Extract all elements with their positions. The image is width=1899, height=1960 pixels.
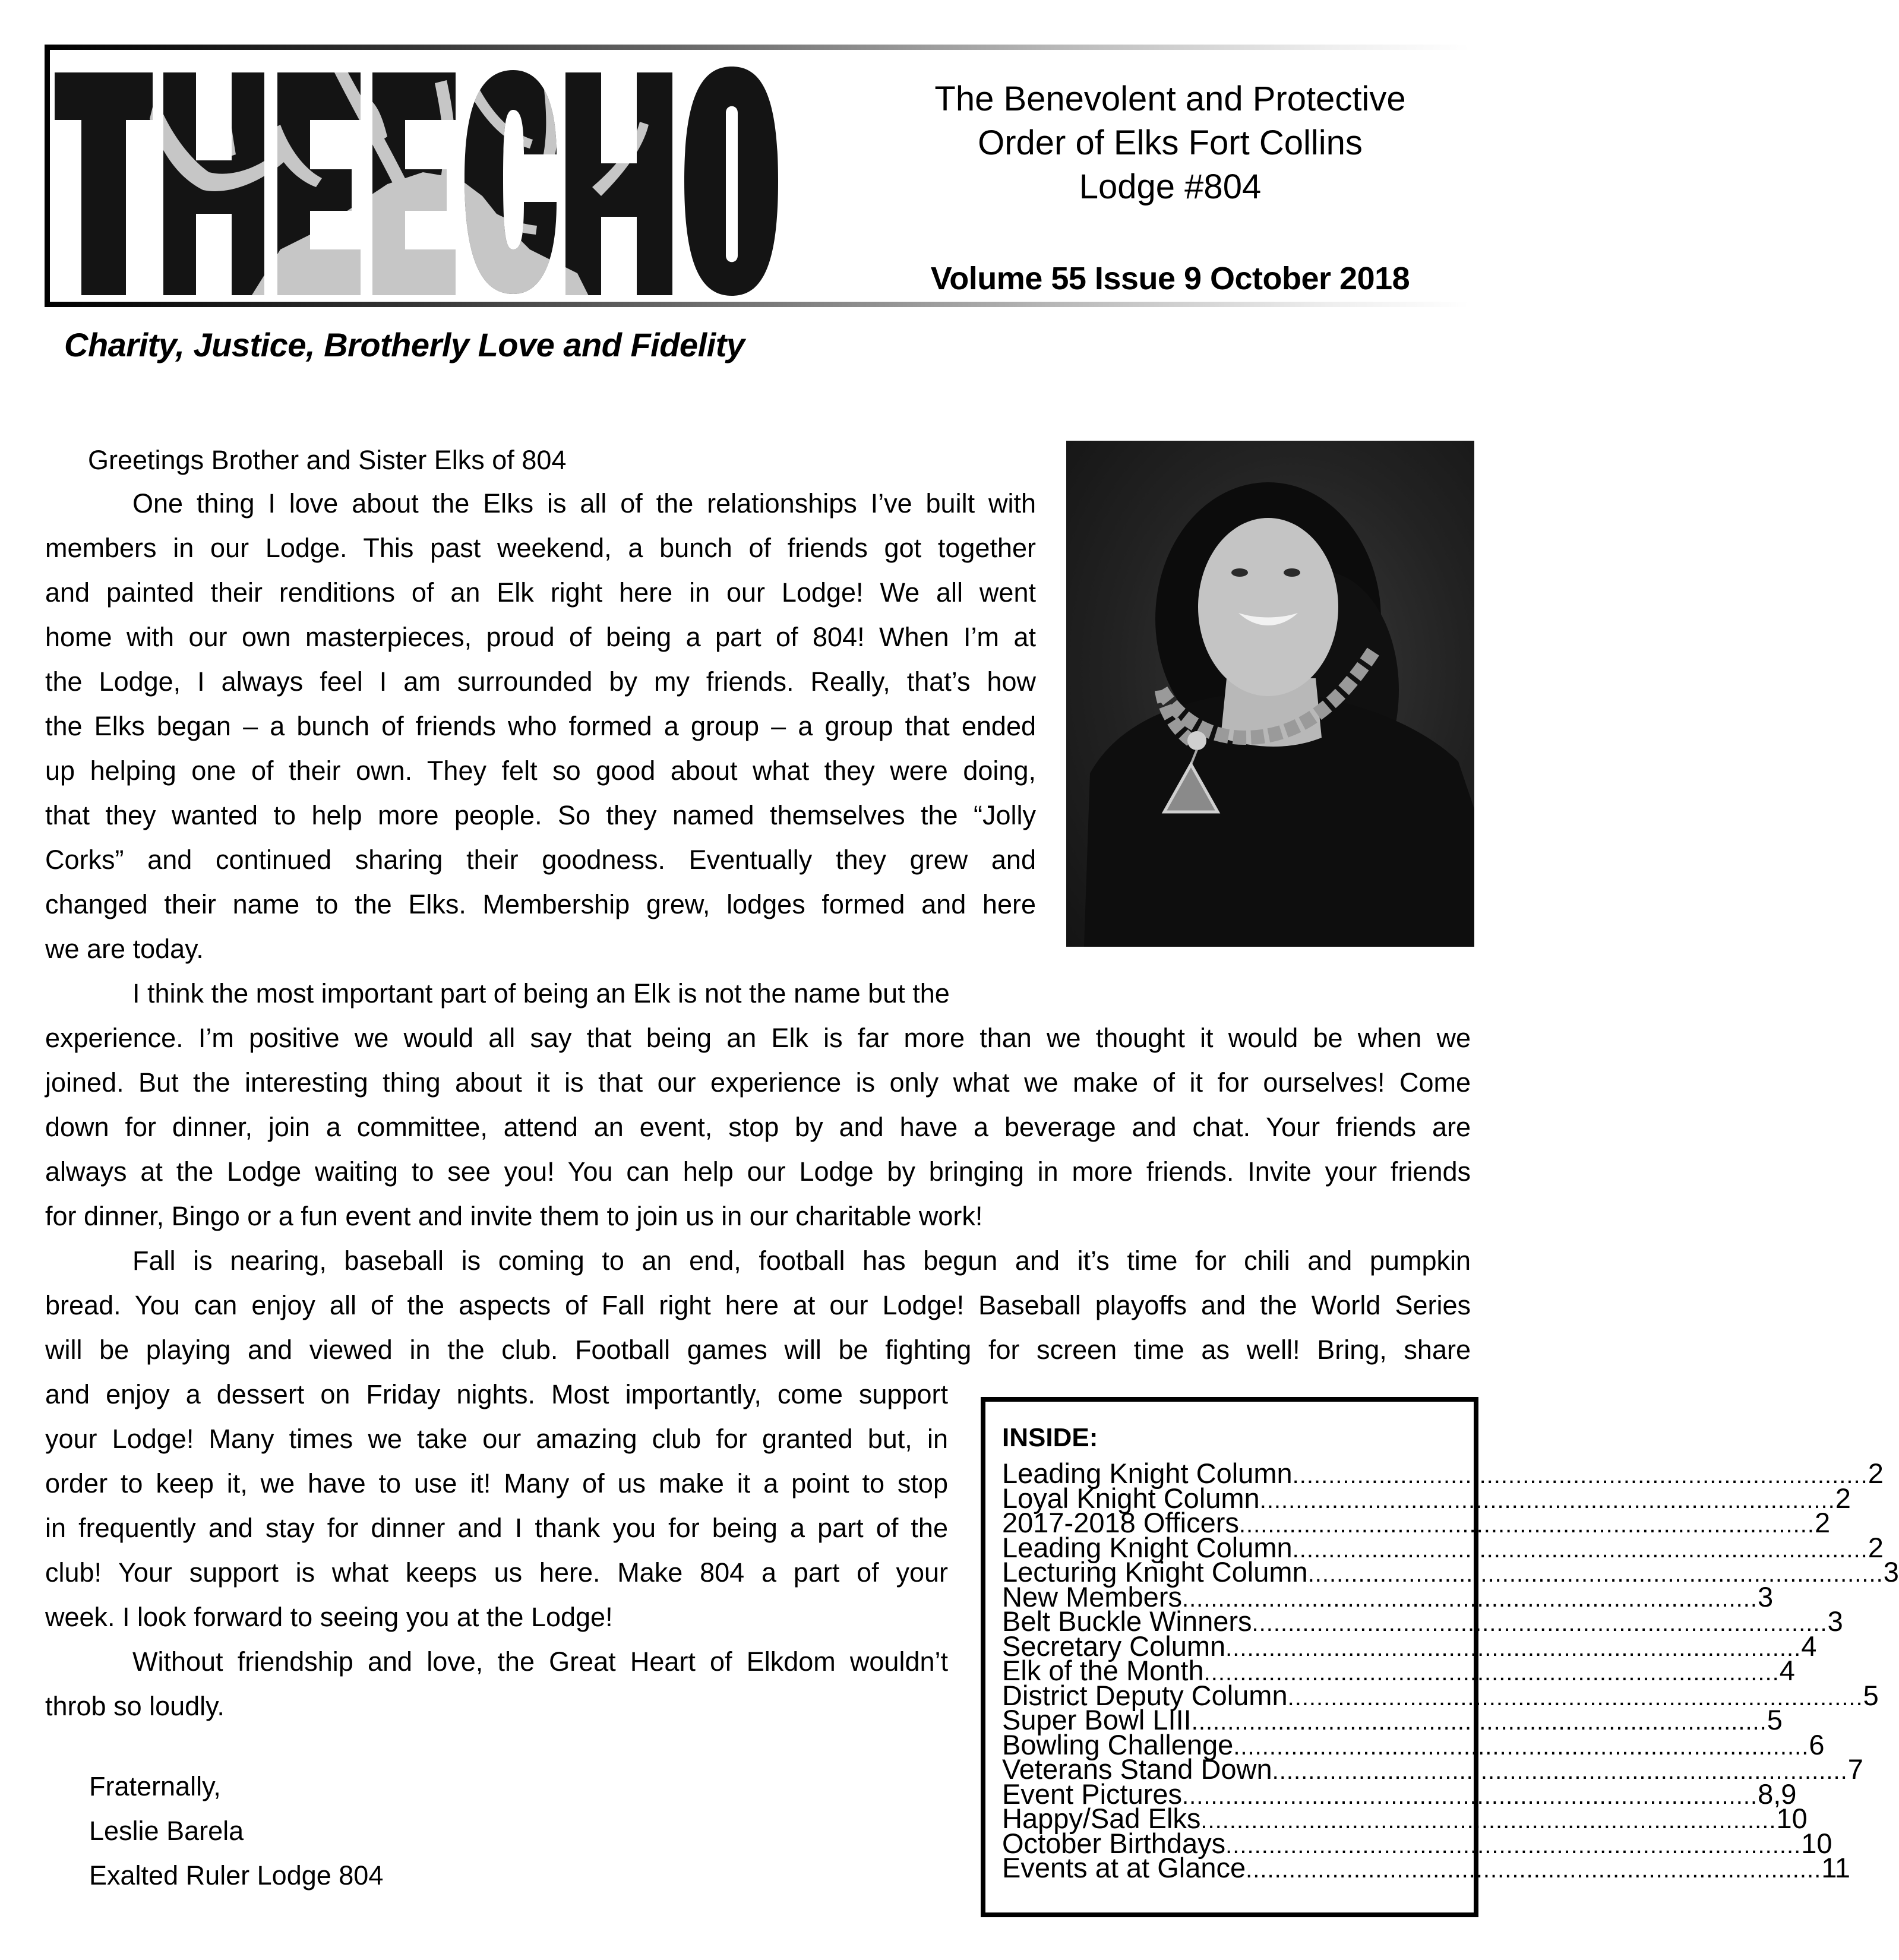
body-line: home with our own masterpieces, proud of being a part of 804! When I’m at bbox=[45, 622, 1036, 652]
toc-item-page: 4 bbox=[1779, 1655, 1795, 1686]
toc-leader-dots: ................................................................................ bbox=[1272, 1758, 1848, 1784]
toc-item-page: 10 bbox=[1776, 1803, 1808, 1834]
toc-item-page: 6 bbox=[1809, 1728, 1825, 1760]
toc-leader-dots: ................................................................................ bbox=[1191, 1709, 1767, 1735]
body-line: up helping one of their own. They felt so good about what they were doing, bbox=[45, 755, 1036, 786]
body-line: down for dinner, join a committee, attend an event, stop by and have a beverage and chat. Your friends are bbox=[45, 1112, 1471, 1142]
toc-item-label: Happy/Sad Elks bbox=[1002, 1803, 1201, 1834]
toc-item-label: Leading Knight Column bbox=[1002, 1458, 1293, 1489]
toc-leader-dots: ................................................................................ bbox=[1181, 1585, 1758, 1612]
signer-name: Leslie Barela bbox=[89, 1816, 244, 1846]
toc-leader-dots: ................................................................................ bbox=[1225, 1635, 1802, 1661]
body-line: members in our Lodge. This past weekend, a bunch of friends got together bbox=[45, 533, 1036, 563]
toc-item-label: Events at at Glance bbox=[1002, 1852, 1246, 1883]
toc-item-label: Lecturing Knight Column bbox=[1002, 1556, 1308, 1588]
body-line: always at the Lodge waiting to see you! You can help our Lodge by bringing in more friends. Invite your friends bbox=[45, 1156, 1471, 1187]
toc-leader-dots: ................................................................................ bbox=[1225, 1832, 1802, 1858]
toc-leader-dots: ................................................................................ bbox=[1252, 1610, 1828, 1636]
table-of-contents bbox=[1002, 1458, 1899, 1883]
org-line-1: The Benevolent and Protective bbox=[934, 80, 1406, 118]
body-line: One thing I love about the Elks is all of the relationships I’ve built with bbox=[132, 488, 1036, 519]
body-line: club! Your support is what keeps us here. Make 804 a part of your bbox=[45, 1557, 948, 1588]
the-echo-logo bbox=[55, 59, 854, 297]
toc-leader-dots: ................................................................................ bbox=[1246, 1857, 1822, 1883]
inside-contents-box bbox=[981, 1397, 1899, 1917]
toc-item-page: 5 bbox=[1863, 1679, 1879, 1711]
toc-item-page: 4 bbox=[1801, 1630, 1817, 1662]
issue-info: Volume 55 Issue 9 October 2018 bbox=[930, 261, 1410, 296]
masthead-border-top bbox=[45, 45, 1470, 50]
toc-item-label: Secretary Column bbox=[1002, 1630, 1226, 1662]
toc-item-page: 7 bbox=[1847, 1753, 1863, 1785]
body-line: for dinner, Bingo or a fun event and invite them to join us in our charitable work! bbox=[45, 1201, 983, 1231]
body-line: Corks” and continued sharing their goodness. Eventually they grew and bbox=[45, 845, 1036, 875]
body-line: we are today. bbox=[45, 934, 204, 964]
toc-item-label: District Deputy Column bbox=[1002, 1679, 1288, 1711]
body-line: will be playing and viewed in the club. Football games will be fighting for screen time as well! Bring, share bbox=[45, 1335, 1471, 1365]
toc-item-label: Loyal Knight Column bbox=[1002, 1482, 1260, 1514]
body-line: and enjoy a dessert on Friday nights. Most importantly, come support bbox=[45, 1379, 948, 1409]
org-line-2: Order of Elks Fort Collins bbox=[978, 124, 1363, 162]
toc-item-label: Elk of the Month bbox=[1002, 1655, 1204, 1686]
toc-item-page: 10 bbox=[1801, 1827, 1832, 1859]
toc-item-page: 8,9 bbox=[1758, 1778, 1797, 1810]
body-line: order to keep it, we have to use it! Many of us make it a point to stop bbox=[45, 1468, 948, 1499]
signer-title: Exalted Ruler Lodge 804 bbox=[89, 1860, 384, 1891]
org-line-3: Lodge #804 bbox=[1079, 167, 1262, 206]
body-line: and painted their renditions of an Elk right here in our Lodge! We all went bbox=[45, 577, 1036, 608]
toc-item-page: 2 bbox=[1814, 1507, 1831, 1538]
toc-item-page: 3 bbox=[1758, 1580, 1774, 1613]
toc-leader-dots: ................................................................................ bbox=[1292, 1462, 1868, 1488]
toc-item-label: Event Pictures bbox=[1002, 1778, 1183, 1810]
closing: Fraternally, bbox=[89, 1771, 221, 1801]
toc-item-label: Belt Buckle Winners bbox=[1002, 1605, 1252, 1637]
elk-antler-logo-icon bbox=[55, 59, 854, 297]
body-line: bread. You can enjoy all of the aspects of Fall right here at our Lodge! Baseball playoffs and the World Series bbox=[45, 1290, 1471, 1320]
masthead-border-bottom bbox=[45, 302, 1470, 307]
body-line: in frequently and stay for dinner and I thank you for being a part of the bbox=[45, 1513, 948, 1543]
toc-item-label: Bowling Challenge bbox=[1002, 1728, 1234, 1760]
body-line: week. I look forward to seeing you at the Lodge! bbox=[45, 1602, 613, 1632]
toc-leader-dots: ................................................................................ bbox=[1182, 1782, 1758, 1809]
toc-item-page: 2 bbox=[1868, 1458, 1884, 1489]
body-line: experience. I’m positive we would all say that being an Elk is far more than we thought it would be when we bbox=[45, 1023, 1471, 1053]
toc-item-page: 3 bbox=[1883, 1556, 1899, 1588]
toc-item-page: 2 bbox=[1868, 1531, 1884, 1563]
toc-leader-dots: ................................................................................ bbox=[1259, 1487, 1835, 1513]
toc-leader-dots: ................................................................................ bbox=[1233, 1733, 1809, 1760]
toc-item-label: 2017-2018 Officers bbox=[1002, 1507, 1239, 1538]
greeting: Greetings Brother and Sister Elks of 804 bbox=[88, 445, 567, 475]
toc-item-label: Leading Knight Column bbox=[1002, 1531, 1293, 1563]
body-line: your Lodge! Many times we take our amazing club for granted but, in bbox=[45, 1424, 948, 1454]
toc-item-label: Super Bowl LIII bbox=[1002, 1704, 1192, 1735]
toc-leader-dots: ................................................................................ bbox=[1203, 1659, 1780, 1686]
body-line: throb so loudly. bbox=[45, 1691, 225, 1721]
toc-item-page: 5 bbox=[1767, 1704, 1783, 1735]
motto: Charity, Justice, Brotherly Love and Fidelity bbox=[64, 326, 745, 363]
toc-item-label: Veterans Stand Down bbox=[1002, 1753, 1272, 1785]
toc-leader-dots: ................................................................................ bbox=[1292, 1536, 1868, 1563]
body-line: changed their name to the Elks. Membership grew, lodges formed and here bbox=[45, 889, 1036, 919]
exalted-ruler-portrait bbox=[1066, 441, 1474, 947]
toc-item-label: New Members bbox=[1002, 1580, 1182, 1613]
organization-name bbox=[873, 77, 1467, 209]
toc-leader-dots: ................................................................................ bbox=[1287, 1684, 1863, 1711]
toc-item-label: October Birthdays bbox=[1002, 1827, 1226, 1859]
toc-item[interactable] bbox=[1002, 1852, 1851, 1883]
toc-leader-dots: ................................................................................ bbox=[1200, 1807, 1777, 1833]
inside-title: INSIDE: bbox=[1002, 1423, 1098, 1452]
body-line: that they wanted to help more people. So they named themselves the “Jolly bbox=[45, 800, 1036, 830]
body-line: joined. But the interesting thing about it is that our experience is only what we make of it for ourselves! Come bbox=[45, 1067, 1471, 1098]
toc-leader-dots: ................................................................................ bbox=[1307, 1561, 1884, 1587]
body-line: the Elks began – a bunch of friends who formed a group – a group that ended bbox=[45, 711, 1036, 741]
masthead-border-left bbox=[45, 45, 50, 307]
toc-item-page: 2 bbox=[1835, 1482, 1851, 1514]
body-line: I think the most important part of being an Elk is not the name but the bbox=[132, 978, 950, 1009]
portrait-photo-icon bbox=[1066, 441, 1474, 947]
body-line: the Lodge, I always feel I am surrounded by my friends. Really, that’s how bbox=[45, 666, 1036, 697]
toc-item-page: 3 bbox=[1827, 1605, 1843, 1637]
toc-leader-dots: ................................................................................ bbox=[1238, 1512, 1815, 1538]
body-line: Fall is nearing, baseball is coming to an end, football has begun and it’s time for chili and pumpkin bbox=[132, 1245, 1471, 1276]
body-line: Without friendship and love, the Great Heart of Elkdom wouldn’t bbox=[132, 1646, 948, 1677]
toc-item-page: 11 bbox=[1821, 1852, 1851, 1883]
